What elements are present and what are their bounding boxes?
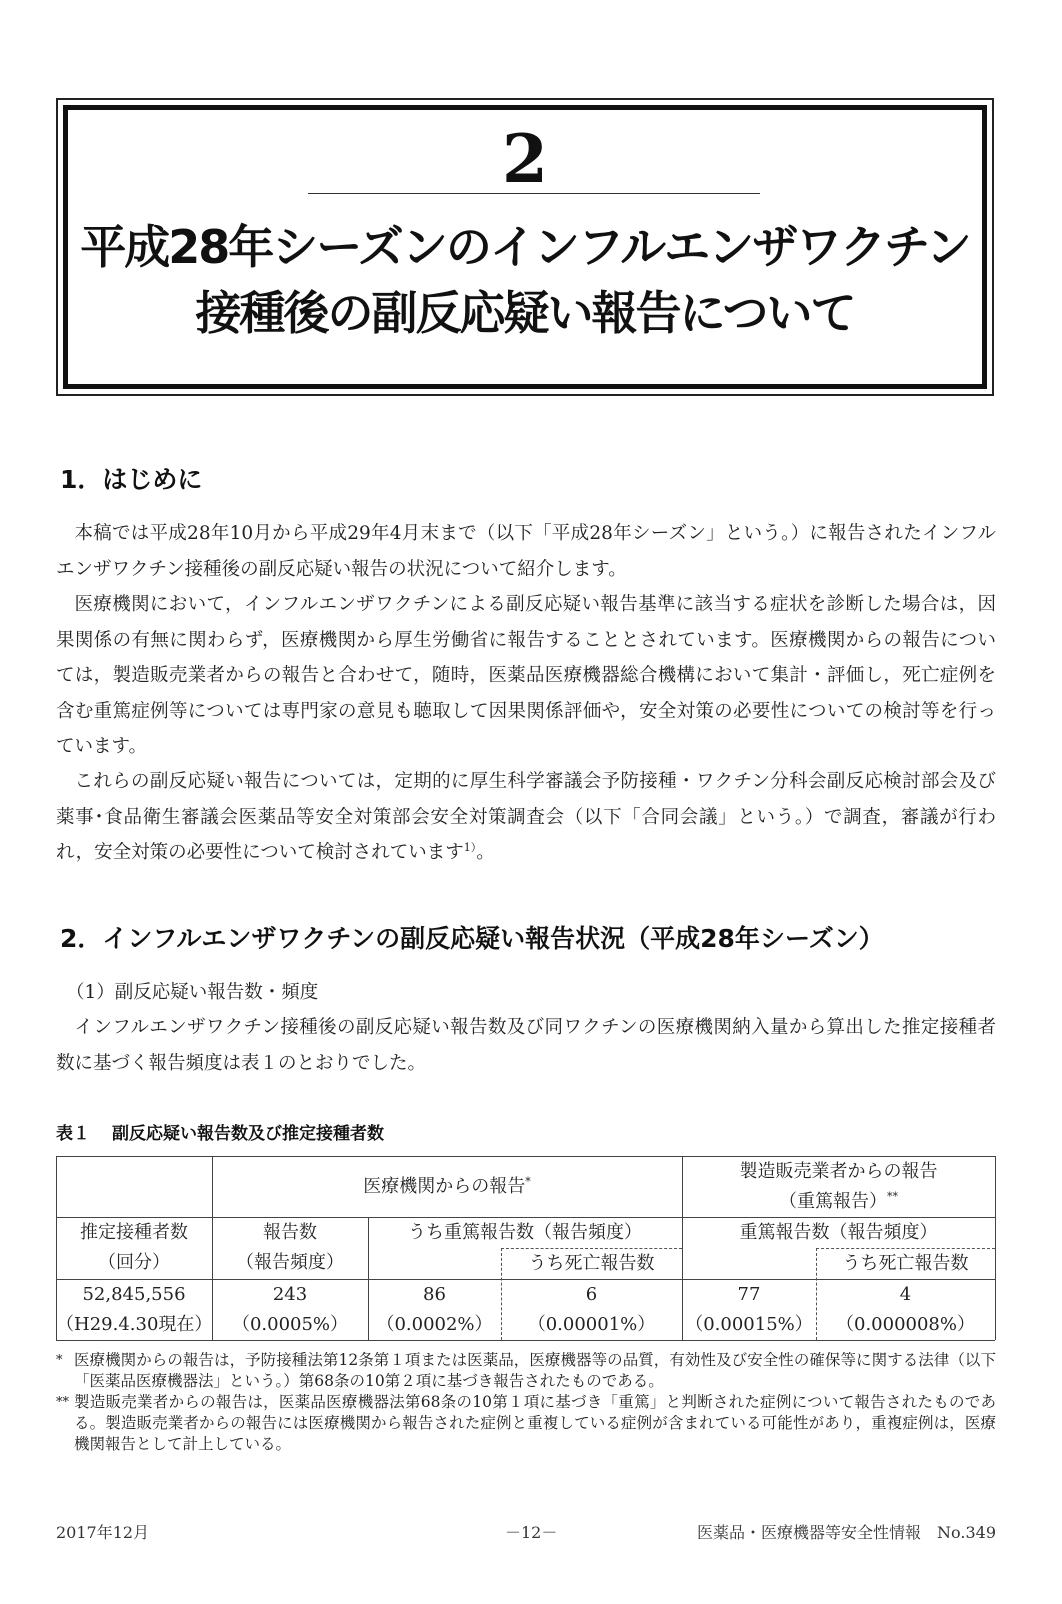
header-reports-line1: 報告数 (263, 1222, 317, 1243)
cell-maker-serious-value: 77 (737, 1283, 761, 1305)
header-maker-reports (682, 1156, 995, 1217)
section1-para3-end: 。 (476, 842, 495, 863)
reference-mark: 1） (463, 840, 477, 854)
header-medical-mark: * (525, 1174, 531, 1188)
note-1-text: 医療機関からの報告は，予防接種法第12条第１項または医薬品，医療機器等の品質，有効性及び安全性の確保等に関する法律（以下「医薬品医療機器法」という。）第68条の10第２項に基づき報告されたものである。 (74, 1351, 996, 1390)
chapter-number: 2 (502, 120, 548, 198)
header-estimated-line1: 推定接種者数 (80, 1222, 188, 1243)
cell-serious-value: 86 (423, 1283, 446, 1305)
header-reports (212, 1217, 368, 1279)
header-maker-mark: ** (887, 1189, 898, 1203)
cell-estimated (56, 1279, 212, 1340)
table-caption-label: 表１ (56, 1124, 90, 1144)
chapter-title-line1: 平成28年シーズンのインフルエンザワクチン (80, 220, 970, 274)
cell-death-rate: （0.00001%） (527, 1313, 656, 1335)
table-notes (56, 1350, 996, 1455)
table-border-bottom (56, 1340, 995, 1341)
chapter-title-line2: 接種後の副反応疑い報告について (195, 286, 855, 340)
cell-maker-death-value: 4 (899, 1283, 912, 1305)
section1-heading: 1．はじめに (60, 465, 203, 494)
chapter-title-frame (63, 105, 987, 389)
cell-maker-serious-rate: （0.00015%） (685, 1313, 813, 1335)
footer-page-number: －12－ (505, 1523, 558, 1542)
section1-para2: 医療機関において，インフルエンザワクチンによる副反応疑い報告基準に該当する症状を診断した場合は，因果関係の有無に関わらず，医療機関から厚生労働省に報告することとされています。医療機関からの報告については，製造販売業者からの報告と合わせて，随時，医薬品医療機器総合機構において集計・評価し，死亡症例を含む重篤症例等については専門家の意見も聴取して因果関係評価や，安全対策の必要性についての検討等を行っています。 (56, 594, 996, 757)
note-2-text: 製造販売業者からの報告は，医薬品医療機器法第68条の10第１項に基づき「重篤」と判断された症例について報告されたものである。製造販売業者からの報告には医療機関から報告された症例と重複している症例が含まれている可能性があり，重複症例は，医療機関報告として計上している。 (74, 1393, 996, 1453)
section2-subheading: （1）副反応疑い報告数・頻度 (66, 982, 319, 1003)
header-estimated-line2: （回分） (98, 1252, 170, 1273)
note-2 (56, 1392, 996, 1455)
header-maker-death: うち死亡報告数 (842, 1252, 969, 1274)
cell-maker-death-rate: （0.000008%） (836, 1313, 975, 1335)
table-caption (56, 1122, 384, 1146)
table-caption-text: 副反応疑い報告数及び推定接種者数 (112, 1124, 384, 1144)
header-maker-line1: 製造販売業者からの報告 (739, 1160, 938, 1182)
cell-reports-value: 243 (272, 1283, 308, 1305)
report-table (56, 1156, 995, 1340)
cell-estimated-value: 52,845,556 (82, 1283, 186, 1305)
header-medical-reports (212, 1156, 682, 1217)
header-estimated (56, 1217, 212, 1279)
table-border-right (995, 1156, 996, 1340)
section2-heading: 2．インフルエンザワクチンの副反応疑い報告状況（平成28年シーズン） (60, 924, 884, 953)
cell-reports-rate: （0.0005%） (231, 1313, 349, 1335)
chapter-title (68, 214, 982, 346)
footer-date: 2017年12月 (56, 1523, 150, 1542)
cell-serious (368, 1279, 501, 1340)
section1-para1: 本稿では平成28年10月から平成29年4月末まで（以下「平成28年シーズン」という。）に報告されたインフルエンザワクチン接種後の副反応疑い報告の状況について紹介します。 (56, 523, 996, 580)
section1-para3-text: これらの副反応疑い報告については，定期的に厚生科学審議会予防接種・ワクチン分科会副反応検討部会及び薬事･食品衛生審議会医薬品等安全対策部会安全対策調査会（以下「合同会議」という。）で調査，審議が行われ，安全対策の必要性について検討されています (56, 771, 996, 863)
header-maker-serious: 重篤報告数（報告頻度） (739, 1221, 938, 1243)
header-maker-line2: （重篤報告） (779, 1190, 887, 1212)
note-1 (56, 1350, 996, 1392)
note-1-mark: * (56, 1353, 63, 1368)
chapter-title-box (56, 98, 994, 396)
cell-serious-rate: （0.0002%） (376, 1313, 493, 1335)
header-reports-line2: （報告頻度） (236, 1252, 344, 1273)
cell-estimated-note: （H29.4.30現在） (56, 1313, 213, 1335)
section1-para3 (56, 764, 996, 871)
cell-maker-serious (682, 1279, 816, 1340)
note-2-mark: ** (56, 1395, 69, 1410)
header-death: うち死亡報告数 (528, 1252, 655, 1274)
chapter-rule (308, 193, 760, 194)
cell-death-value: 6 (585, 1283, 598, 1305)
header-serious: うち重篤報告数（報告頻度） (408, 1221, 642, 1243)
header-medical-label: 医療機関からの報告 (363, 1175, 526, 1197)
cell-reports (212, 1279, 368, 1340)
cell-death (501, 1279, 682, 1340)
cell-maker-death (816, 1279, 995, 1340)
section2-para1: インフルエンザワクチン接種後の副反応疑い報告数及び同ワクチンの医療機関納入量から算出した推定接種者数に基づく報告頻度は表１のとおりでした。 (56, 1017, 996, 1074)
footer-publication: 医薬品・医療機器等安全性情報 No.349 (697, 1523, 996, 1542)
